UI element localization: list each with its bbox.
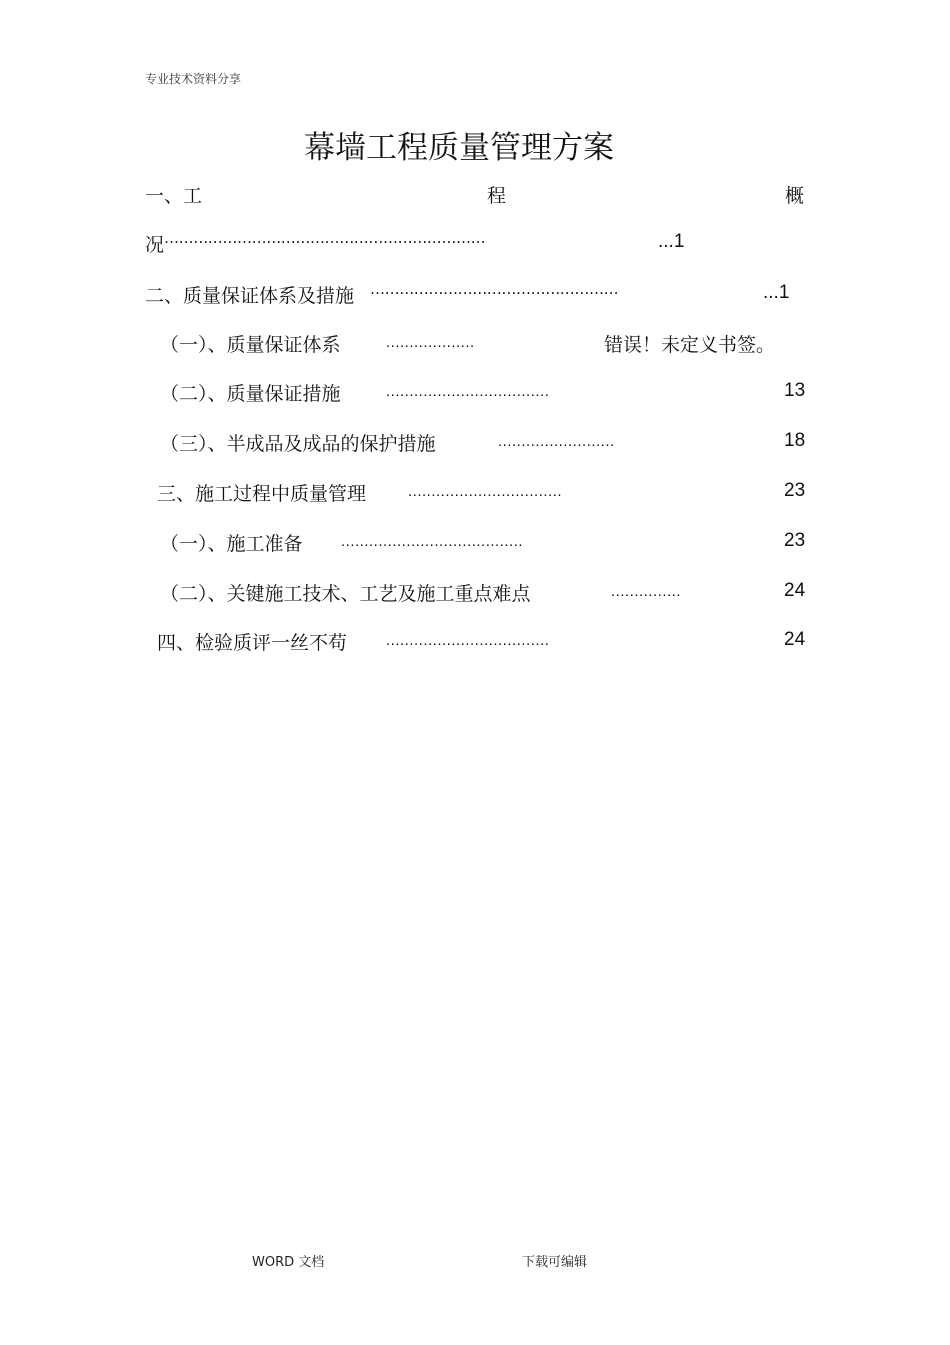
toc-item9-page[interactable]: 24 [784,629,806,650]
footer-right-label: 下载可编辑 [522,1255,588,1270]
toc-item2-leader: …………………………………………… [370,280,619,298]
toc-item1-leader: ………………………………………………………… [164,229,486,247]
toc-item7-leader: ....................................... [341,533,524,550]
toc-item7-label[interactable]: （一）、施工准备 [160,533,303,555]
toc-item5-leader: ......................... [498,433,615,450]
toc-item4-label[interactable]: （二）、质量保证措施 [160,383,341,405]
toc-item8-label[interactable]: （二）、关键施工技术、工艺及施工重点难点 [160,583,531,605]
toc-item7-page[interactable]: 23 [784,530,806,551]
toc-item1-page[interactable]: ...1 [658,231,685,252]
toc-item8-leader: ............... [611,583,682,600]
footer-left-label: WORD 文档 [252,1255,325,1270]
toc-item3-page[interactable]: 错误！未定义书签。 [604,334,776,356]
toc-item2-label[interactable]: 二、质量保证体系及措施 [145,285,355,307]
toc-item2-page[interactable]: ...1 [763,282,790,303]
toc-item9-leader: ................................... [386,632,550,649]
toc-item1-part-a[interactable]: 一、工 [145,185,203,207]
toc-item5-label[interactable]: （三）、半成品及成品的保护措施 [160,433,436,455]
toc-item4-page[interactable]: 13 [784,380,806,401]
toc-item1-part-b[interactable]: 程 [487,185,507,207]
toc-item1-part-d[interactable]: 况 [145,234,165,256]
toc-item5-page[interactable]: 18 [784,430,806,451]
toc-item4-leader: ................................... [386,383,550,400]
toc-item8-page[interactable]: 24 [784,580,806,601]
toc-item9-label[interactable]: 四、检验质评一丝不苟 [157,632,348,654]
document-title: 幕墙工程质量管理方案 [304,130,614,166]
toc-item3-label[interactable]: （一）、质量保证体系 [160,334,341,356]
toc-item3-leader: ................... [386,334,475,351]
header-note: 专业技术资料分享 [145,72,242,86]
toc-item1-part-c[interactable]: 概 [785,185,805,207]
toc-item6-label[interactable]: 三、施工过程中质量管理 [157,483,367,505]
toc-item6-leader: ................................. [408,483,563,500]
toc-item6-page[interactable]: 23 [784,480,806,501]
